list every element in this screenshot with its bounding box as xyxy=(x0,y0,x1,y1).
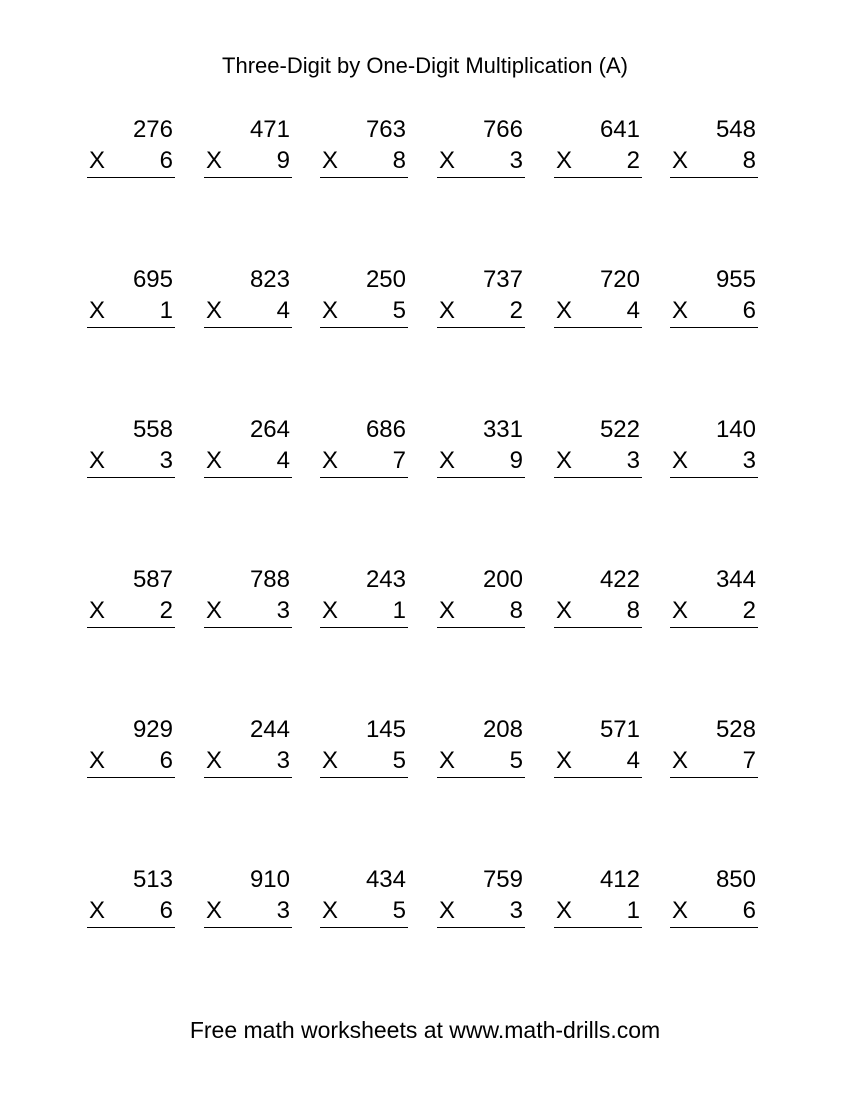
multiplier: 8 xyxy=(626,597,640,624)
multiplier: 3 xyxy=(509,147,523,174)
multiplication-sign: X xyxy=(556,147,573,174)
multiplicand: 344 xyxy=(715,566,756,593)
multiplicand: 910 xyxy=(249,866,290,893)
answer-line xyxy=(670,627,758,628)
multiplicand: 250 xyxy=(365,266,406,293)
problem xyxy=(87,116,175,180)
multiplicand: 412 xyxy=(599,866,640,893)
multiplier: 2 xyxy=(159,597,173,624)
answer-line xyxy=(320,177,408,178)
multiplier: 8 xyxy=(392,147,406,174)
answer-line xyxy=(320,627,408,628)
multiplication-sign: X xyxy=(322,297,339,324)
multiplier: 4 xyxy=(626,747,640,774)
multiplication-sign: X xyxy=(672,747,689,774)
multiplication-sign: X xyxy=(206,597,223,624)
answer-line xyxy=(320,477,408,478)
answer-line xyxy=(437,627,525,628)
multiplicand: 243 xyxy=(365,566,406,593)
answer-line xyxy=(670,477,758,478)
multiplier: 3 xyxy=(626,447,640,474)
answer-line xyxy=(670,177,758,178)
multiplication-sign: X xyxy=(672,147,689,174)
problem xyxy=(554,416,642,480)
multiplicand: 720 xyxy=(599,266,640,293)
problem xyxy=(204,266,292,330)
answer-line xyxy=(87,627,175,628)
multiplication-sign: X xyxy=(322,597,339,624)
multiplier: 3 xyxy=(276,747,290,774)
problem xyxy=(87,716,175,780)
multiplication-sign: X xyxy=(672,297,689,324)
multiplier: 1 xyxy=(392,597,406,624)
multiplicand: 788 xyxy=(249,566,290,593)
multiplier: 6 xyxy=(742,897,756,924)
problem xyxy=(670,116,758,180)
multiplicand: 558 xyxy=(132,416,173,443)
multiplier: 1 xyxy=(159,297,173,324)
multiplication-sign: X xyxy=(556,747,573,774)
multiplication-sign: X xyxy=(439,447,456,474)
answer-line xyxy=(320,777,408,778)
multiplier: 9 xyxy=(276,147,290,174)
problem xyxy=(320,116,408,180)
multiplier: 3 xyxy=(276,897,290,924)
multiplicand: 763 xyxy=(365,116,406,143)
problem xyxy=(87,566,175,630)
problem xyxy=(320,716,408,780)
problem xyxy=(670,566,758,630)
multiplication-sign: X xyxy=(556,597,573,624)
multiplicand: 276 xyxy=(132,116,173,143)
multiplier: 5 xyxy=(392,897,406,924)
answer-line xyxy=(87,927,175,928)
multiplication-sign: X xyxy=(322,447,339,474)
multiplication-sign: X xyxy=(556,447,573,474)
multiplication-sign: X xyxy=(206,897,223,924)
answer-line xyxy=(437,177,525,178)
multiplicand: 331 xyxy=(482,416,523,443)
multiplicand: 929 xyxy=(132,716,173,743)
multiplicand: 686 xyxy=(365,416,406,443)
answer-line xyxy=(87,177,175,178)
problem xyxy=(320,866,408,930)
multiplication-sign: X xyxy=(89,897,106,924)
answer-line xyxy=(204,777,292,778)
multiplication-sign: X xyxy=(89,447,106,474)
multiplicand: 641 xyxy=(599,116,640,143)
problem xyxy=(554,566,642,630)
answer-line xyxy=(87,777,175,778)
multiplication-sign: X xyxy=(89,747,106,774)
multiplication-sign: X xyxy=(672,447,689,474)
multiplier: 7 xyxy=(742,747,756,774)
multiplier: 4 xyxy=(626,297,640,324)
multiplicand: 513 xyxy=(132,866,173,893)
answer-line xyxy=(320,327,408,328)
multiplication-sign: X xyxy=(322,147,339,174)
multiplicand: 850 xyxy=(715,866,756,893)
multiplier: 3 xyxy=(159,447,173,474)
problem xyxy=(437,116,525,180)
multiplicand: 200 xyxy=(482,566,523,593)
multiplicand: 434 xyxy=(365,866,406,893)
answer-line xyxy=(554,327,642,328)
multiplication-sign: X xyxy=(672,597,689,624)
multiplier: 7 xyxy=(392,447,406,474)
problem xyxy=(204,716,292,780)
multiplicand: 571 xyxy=(599,716,640,743)
answer-line xyxy=(204,477,292,478)
footer-text: Free math worksheets at www.math-drills.com xyxy=(189,1017,661,1043)
answer-line xyxy=(554,927,642,928)
multiplier: 3 xyxy=(742,447,756,474)
problem xyxy=(670,866,758,930)
multiplicand: 695 xyxy=(132,266,173,293)
problem xyxy=(320,566,408,630)
problem xyxy=(320,416,408,480)
multiplier: 2 xyxy=(626,147,640,174)
answer-line xyxy=(554,477,642,478)
problem xyxy=(320,266,408,330)
multiplication-sign: X xyxy=(206,447,223,474)
multiplicand: 522 xyxy=(599,416,640,443)
answer-line xyxy=(670,327,758,328)
answer-line xyxy=(670,777,758,778)
multiplication-sign: X xyxy=(206,147,223,174)
answer-line xyxy=(87,477,175,478)
multiplicand: 471 xyxy=(249,116,290,143)
multiplicand: 759 xyxy=(482,866,523,893)
multiplicand: 264 xyxy=(249,416,290,443)
problem xyxy=(670,416,758,480)
problem xyxy=(87,416,175,480)
problem xyxy=(87,266,175,330)
multiplicand: 955 xyxy=(715,266,756,293)
multiplication-sign: X xyxy=(322,747,339,774)
multiplication-sign: X xyxy=(439,897,456,924)
answer-line xyxy=(670,927,758,928)
multiplicand: 528 xyxy=(715,716,756,743)
answer-line xyxy=(204,327,292,328)
multiplication-sign: X xyxy=(439,597,456,624)
multiplier: 5 xyxy=(392,747,406,774)
multiplicand: 548 xyxy=(715,116,756,143)
multiplier: 5 xyxy=(509,747,523,774)
answer-line xyxy=(204,177,292,178)
multiplier: 8 xyxy=(509,597,523,624)
multiplier: 3 xyxy=(509,897,523,924)
problem xyxy=(204,416,292,480)
answer-line xyxy=(437,477,525,478)
answer-line xyxy=(437,927,525,928)
worksheet-title: Three-Digit by One-Digit Multiplication (A) xyxy=(222,53,628,78)
multiplication-sign: X xyxy=(439,147,456,174)
multiplication-sign: X xyxy=(556,897,573,924)
answer-line xyxy=(437,327,525,328)
problem xyxy=(554,716,642,780)
multiplication-sign: X xyxy=(89,297,106,324)
multiplication-sign: X xyxy=(322,897,339,924)
problem xyxy=(204,866,292,930)
multiplication-sign: X xyxy=(89,147,106,174)
multiplier: 4 xyxy=(276,297,290,324)
answer-line xyxy=(320,927,408,928)
answer-line xyxy=(554,777,642,778)
multiplicand: 587 xyxy=(132,566,173,593)
problem xyxy=(670,266,758,330)
problem xyxy=(437,866,525,930)
multiplication-sign: X xyxy=(206,297,223,324)
multiplicand: 422 xyxy=(599,566,640,593)
multiplicand: 823 xyxy=(249,266,290,293)
multiplicand: 208 xyxy=(482,716,523,743)
multiplier: 5 xyxy=(392,297,406,324)
multiplication-sign: X xyxy=(439,747,456,774)
multiplier: 2 xyxy=(742,597,756,624)
multiplication-sign: X xyxy=(556,297,573,324)
multiplier: 6 xyxy=(159,897,173,924)
multiplicand: 737 xyxy=(482,266,523,293)
problem xyxy=(554,866,642,930)
multiplier: 8 xyxy=(742,147,756,174)
problem xyxy=(437,566,525,630)
multiplier: 1 xyxy=(626,897,640,924)
problem xyxy=(437,716,525,780)
problem xyxy=(87,866,175,930)
answer-line xyxy=(554,627,642,628)
problem xyxy=(437,266,525,330)
answer-line xyxy=(87,327,175,328)
multiplicand: 766 xyxy=(482,116,523,143)
multiplicand: 145 xyxy=(365,716,406,743)
problem xyxy=(554,116,642,180)
multiplicand: 244 xyxy=(249,716,290,743)
multiplier: 6 xyxy=(159,747,173,774)
multiplier: 3 xyxy=(276,597,290,624)
multiplier: 2 xyxy=(509,297,523,324)
multiplication-sign: X xyxy=(439,297,456,324)
multiplier: 6 xyxy=(159,147,173,174)
answer-line xyxy=(437,777,525,778)
multiplicand: 140 xyxy=(715,416,756,443)
problem xyxy=(204,116,292,180)
problem xyxy=(204,566,292,630)
problem xyxy=(670,716,758,780)
multiplier: 6 xyxy=(742,297,756,324)
multiplication-sign: X xyxy=(89,597,106,624)
answer-line xyxy=(204,627,292,628)
answer-line xyxy=(554,177,642,178)
problem xyxy=(554,266,642,330)
multiplication-sign: X xyxy=(672,897,689,924)
multiplier: 9 xyxy=(509,447,523,474)
multiplier: 4 xyxy=(276,447,290,474)
answer-line xyxy=(204,927,292,928)
multiplication-sign: X xyxy=(206,747,223,774)
problem xyxy=(437,416,525,480)
